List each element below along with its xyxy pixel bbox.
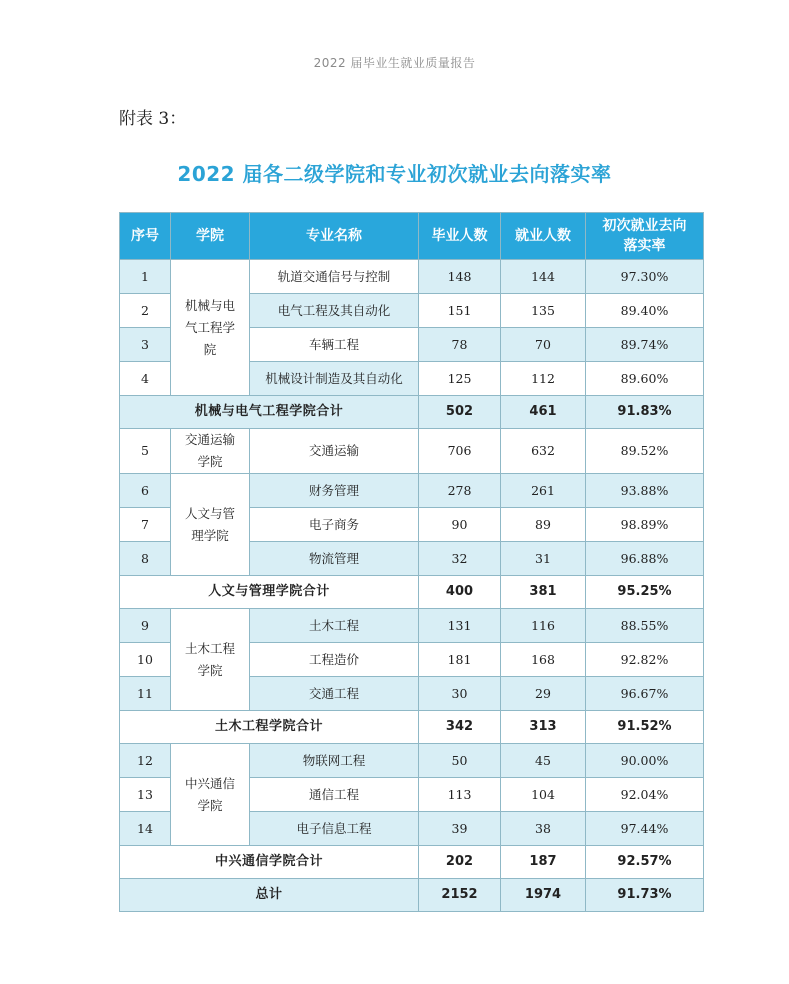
column-header-rate: 初次就业去向落实率 (586, 213, 704, 260)
total-row (120, 879, 704, 912)
rate-cell: 89.52% (586, 429, 704, 474)
major-cell: 财务管理 (250, 474, 419, 508)
total-rate: 91.73% (586, 879, 704, 912)
employed-cell: 632 (501, 429, 586, 474)
subtotal-graduates: 342 (419, 711, 501, 744)
column-header-no: 序号 (120, 213, 171, 260)
rate-cell: 93.88% (586, 474, 704, 508)
employed-cell: 89 (501, 508, 586, 542)
table-title: 2022 届各二级学院和专业初次就业去向落实率 (177, 162, 612, 186)
major-cell: 物联网工程 (250, 744, 419, 778)
total-label: 总计 (120, 879, 419, 912)
column-header-employed: 就业人数 (501, 213, 586, 260)
graduates-cell: 30 (419, 677, 501, 711)
table-row (120, 609, 704, 643)
rate-cell: 89.74% (586, 328, 704, 362)
page-header: 2022 届毕业生就业质量报告 (313, 56, 476, 70)
total-graduates: 2152 (419, 879, 501, 912)
major-cell: 土木工程 (250, 609, 419, 643)
major-cell: 工程造价 (250, 643, 419, 677)
row-no: 3 (120, 328, 171, 362)
appendix-label: 附表 3： (119, 109, 187, 129)
row-no: 4 (120, 362, 171, 396)
subtotal-graduates: 202 (419, 846, 501, 879)
college-cell: 土木工程学院 (171, 609, 250, 711)
rate-cell: 97.30% (586, 260, 704, 294)
major-cell: 通信工程 (250, 778, 419, 812)
major-cell: 车辆工程 (250, 328, 419, 362)
subtotal-rate: 91.83% (586, 396, 704, 429)
total-employed: 1974 (501, 879, 586, 912)
major-cell: 电气工程及其自动化 (250, 294, 419, 328)
employed-cell: 116 (501, 609, 586, 643)
subtotal-rate: 91.52% (586, 711, 704, 744)
employed-cell: 168 (501, 643, 586, 677)
graduates-cell: 113 (419, 778, 501, 812)
employed-cell: 70 (501, 328, 586, 362)
subtotal-employed: 313 (501, 711, 586, 744)
table-row (120, 744, 704, 778)
row-no: 13 (120, 778, 171, 812)
rate-cell: 96.88% (586, 542, 704, 576)
rate-cell: 88.55% (586, 609, 704, 643)
graduates-cell: 278 (419, 474, 501, 508)
college-cell: 机械与电气工程学院 (171, 260, 250, 396)
graduates-cell: 148 (419, 260, 501, 294)
employed-cell: 38 (501, 812, 586, 846)
college-cell: 交通运输学院 (171, 429, 250, 474)
subtotal-employed: 381 (501, 576, 586, 609)
graduates-cell: 32 (419, 542, 501, 576)
row-no: 7 (120, 508, 171, 542)
row-no: 5 (120, 429, 171, 474)
employed-cell: 261 (501, 474, 586, 508)
major-cell: 交通工程 (250, 677, 419, 711)
subtotal-row (120, 711, 704, 744)
rate-cell: 98.89% (586, 508, 704, 542)
subtotal-label: 中兴通信学院合计 (120, 846, 419, 879)
employed-cell: 144 (501, 260, 586, 294)
graduates-cell: 50 (419, 744, 501, 778)
subtotal-row (120, 846, 704, 879)
graduates-cell: 125 (419, 362, 501, 396)
row-no: 10 (120, 643, 171, 677)
major-cell: 物流管理 (250, 542, 419, 576)
subtotal-employed: 187 (501, 846, 586, 879)
subtotal-rate: 95.25% (586, 576, 704, 609)
major-cell: 交通运输 (250, 429, 419, 474)
graduates-cell: 181 (419, 643, 501, 677)
employed-cell: 112 (501, 362, 586, 396)
employed-cell: 135 (501, 294, 586, 328)
table-header-row (120, 213, 704, 260)
college-cell: 人文与管理学院 (171, 474, 250, 576)
employed-cell: 45 (501, 744, 586, 778)
graduates-cell: 90 (419, 508, 501, 542)
table-row (120, 429, 704, 474)
subtotal-graduates: 400 (419, 576, 501, 609)
subtotal-rate: 92.57% (586, 846, 704, 879)
employment-rate-table (119, 212, 704, 912)
row-no: 12 (120, 744, 171, 778)
row-no: 14 (120, 812, 171, 846)
graduates-cell: 131 (419, 609, 501, 643)
employed-cell: 31 (501, 542, 586, 576)
row-no: 8 (120, 542, 171, 576)
subtotal-row (120, 576, 704, 609)
graduates-cell: 706 (419, 429, 501, 474)
column-header-major: 专业名称 (250, 213, 419, 260)
graduates-cell: 39 (419, 812, 501, 846)
column-header-graduates: 毕业人数 (419, 213, 501, 260)
subtotal-label: 土木工程学院合计 (120, 711, 419, 744)
rate-cell: 96.67% (586, 677, 704, 711)
employed-cell: 29 (501, 677, 586, 711)
column-header-college: 学院 (171, 213, 250, 260)
rate-cell: 92.82% (586, 643, 704, 677)
rate-cell: 92.04% (586, 778, 704, 812)
row-no: 6 (120, 474, 171, 508)
rate-cell: 90.00% (586, 744, 704, 778)
employed-cell: 104 (501, 778, 586, 812)
major-cell: 轨道交通信号与控制 (250, 260, 419, 294)
graduates-cell: 78 (419, 328, 501, 362)
graduates-cell: 151 (419, 294, 501, 328)
row-no: 1 (120, 260, 171, 294)
college-cell: 中兴通信学院 (171, 744, 250, 846)
row-no: 9 (120, 609, 171, 643)
row-no: 2 (120, 294, 171, 328)
subtotal-employed: 461 (501, 396, 586, 429)
rate-cell: 97.44% (586, 812, 704, 846)
subtotal-graduates: 502 (419, 396, 501, 429)
subtotal-row (120, 396, 704, 429)
major-cell: 电子信息工程 (250, 812, 419, 846)
rate-cell: 89.40% (586, 294, 704, 328)
subtotal-label: 人文与管理学院合计 (120, 576, 419, 609)
subtotal-label: 机械与电气工程学院合计 (120, 396, 419, 429)
table-row (120, 260, 704, 294)
major-cell: 机械设计制造及其自动化 (250, 362, 419, 396)
table-row (120, 474, 704, 508)
major-cell: 电子商务 (250, 508, 419, 542)
row-no: 11 (120, 677, 171, 711)
rate-cell: 89.60% (586, 362, 704, 396)
